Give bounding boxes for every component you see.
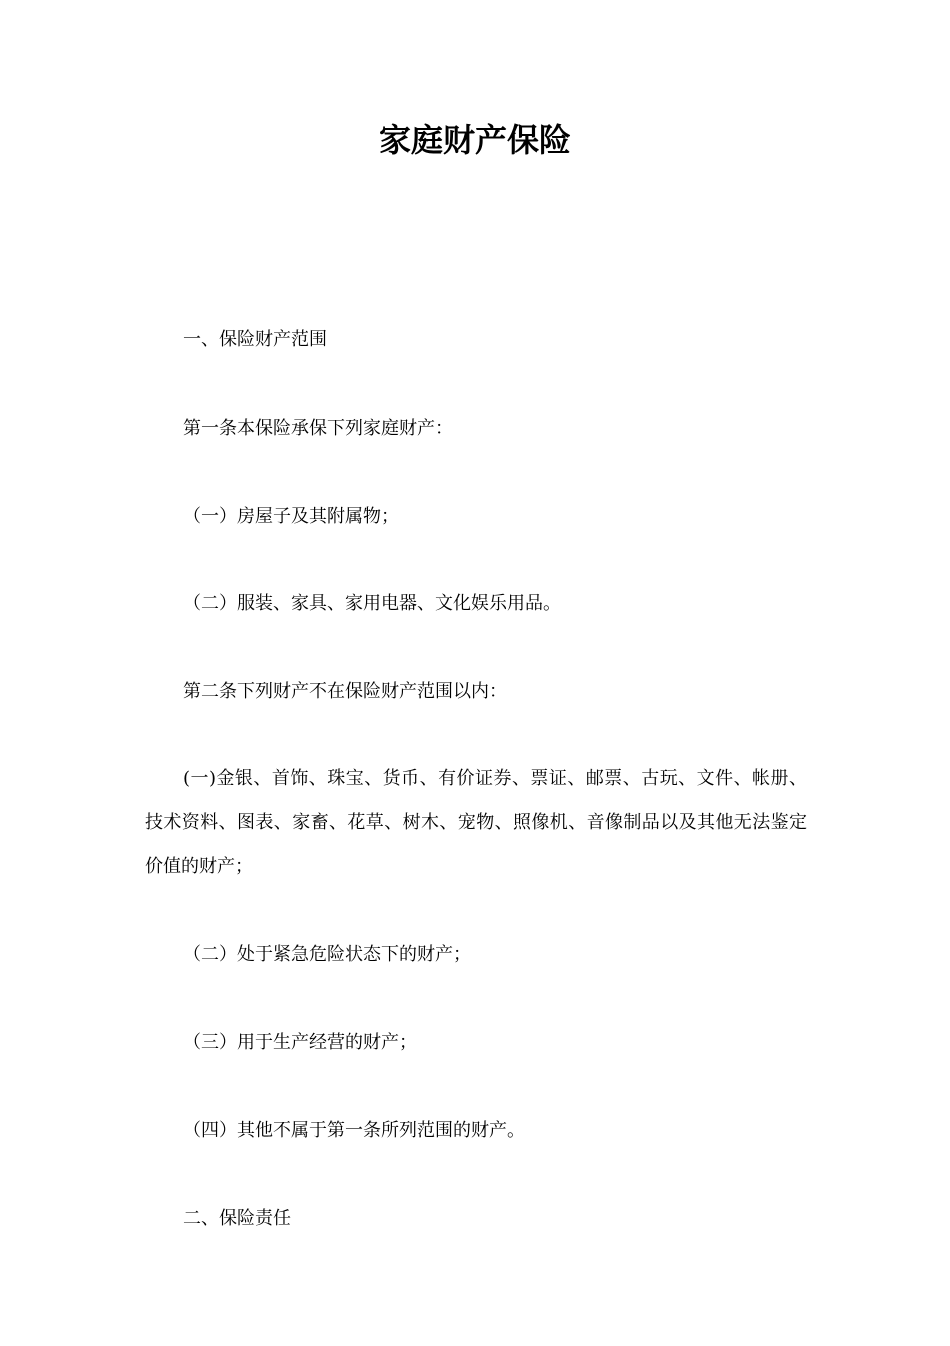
article-two-item-2: （二）处于紧急危险状态下的财产；	[183, 944, 471, 965]
article-one-item-1: （一）房屋子及其附属物；	[183, 506, 399, 527]
article-two-item-1: (一)金银、首饰、珠宝、货币、有价证券、票证、邮票、古玩、文件、帐册、技术资料、图表、家畜、花草、树木、宠物、照像机、音像制品以及其他无法鉴定价值的财产；	[145, 768, 807, 877]
article-two-item-3: （三）用于生产经营的财产；	[183, 1032, 417, 1053]
article-one-item-2: （二）服装、家具、家用电器、文化娱乐用品。	[183, 593, 561, 614]
article-one: 第一条本保险承保下列家庭财产：	[183, 418, 453, 439]
section-heading-liability: 二、保险责任	[183, 1208, 291, 1229]
article-two-item-4: （四）其他不属于第一条所列范围的财产。	[183, 1120, 525, 1141]
article-two: 第二条下列财产不在保险财产范围以内：	[183, 681, 507, 702]
section-heading-coverage-scope: 一、保险财产范围	[183, 329, 327, 350]
document-title: 家庭财产保险	[378, 121, 571, 159]
